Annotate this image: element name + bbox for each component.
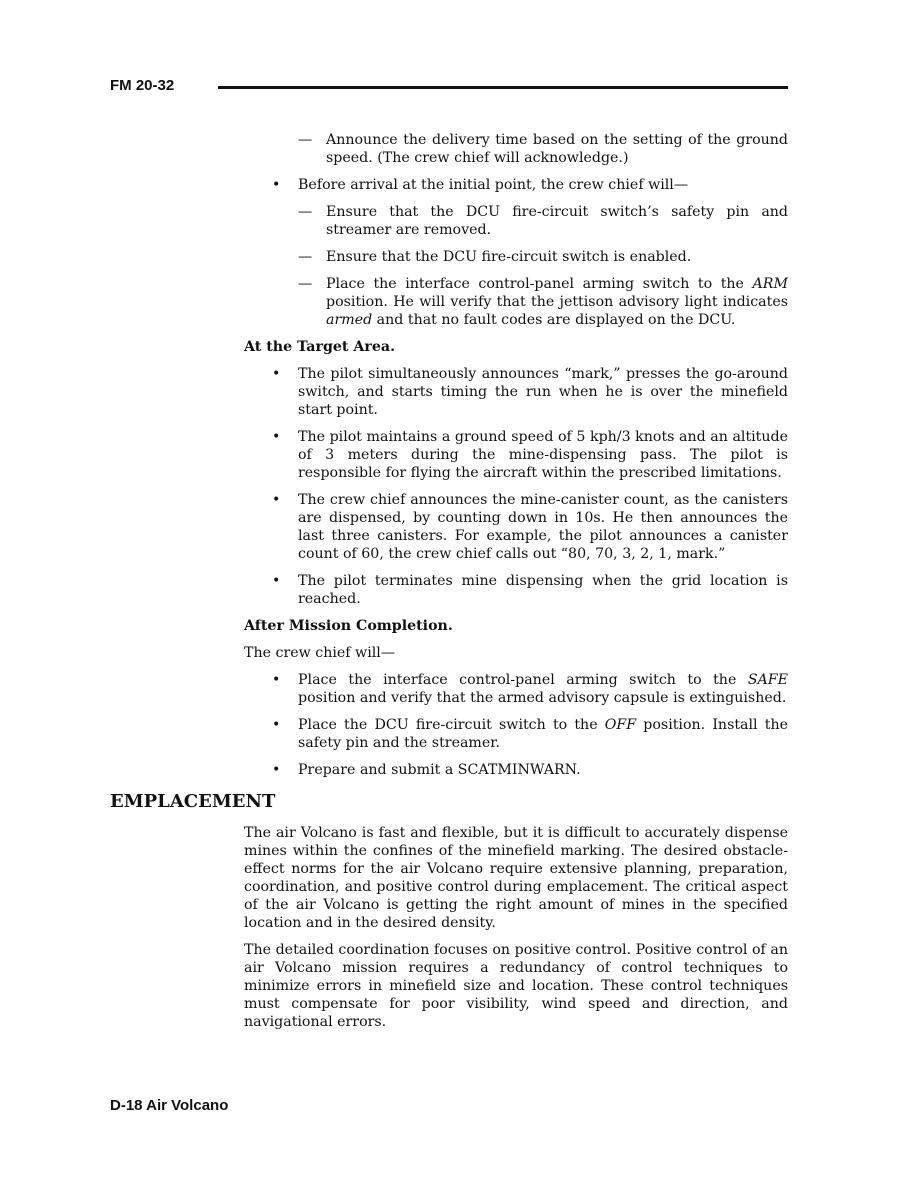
off-term: OFF <box>604 717 637 733</box>
bullet-item-text: The crew chief announces the mine-canister count, as the canisters are dispensed, by counting down in 10s. He then announces the last three canisters. For example, the pilot announces a canister count of 60, the crew chief calls out “80, 70, 3, 2, 1, mark.” <box>298 492 788 562</box>
bullet-list-item <box>244 716 788 752</box>
text-run: Place the interface control-panel arming switch to the <box>298 672 748 688</box>
bullet-mark: • <box>272 762 281 778</box>
text-run: position. He will verify that the jettison advisory light indicates <box>326 294 788 310</box>
bullet-item-text <box>298 672 788 706</box>
bullet-item-text: The pilot maintains a ground speed of 5 kph/3 knots and an altitude of 3 meters during the mine-dispensing pass. The pilot is responsible for flying the aircraft within the prescribed limitations. <box>298 429 788 481</box>
bullet-list-item <box>244 572 788 608</box>
text-run: position. Install the safety pin and the streamer. <box>298 717 788 751</box>
emplacement-paragraph: The detailed coordination focuses on positive control. Positive control of an air Volcano mission requires a redundancy of control techniques to minimize errors in minefield size and location. These control techniques must compensate for poor visibility, wind speed and direction, and navigational errors. <box>244 942 788 1030</box>
dash-list-item <box>244 248 788 266</box>
bullet-list-item <box>244 761 788 779</box>
bullet-mark: • <box>272 573 281 589</box>
section-title-emplacement: EMPLACEMENT <box>110 791 276 812</box>
emplacement-paragraph: The air Volcano is fast and flexible, but it is difficult to accurately dispense mines within the confines of the minefield marking. The desired obstacle-effect norms for the air Volcano require extensive planning, preparation, coordination, and positive control during emplacement. The critical aspect of the air Volcano is getting the right amount of mines in the specified location and in the desired density. <box>244 825 788 931</box>
bullet-item-text: The pilot terminates mine dispensing when the grid location is reached. <box>298 573 788 607</box>
bullet-list-item <box>244 491 788 563</box>
bullet-item-text: Before arrival at the initial point, the crew chief will— <box>298 177 689 193</box>
dash-item-text: Ensure that the DCU fire-circuit switch’s safety pin and streamer are removed. <box>326 204 788 238</box>
page-footer-label: D-18 Air Volcano <box>110 1097 229 1114</box>
dash-mark: — <box>298 249 313 265</box>
bullet-mark: • <box>272 366 281 382</box>
bullet-mark: • <box>272 177 281 193</box>
dash-mark: — <box>298 132 313 148</box>
page-header-doc-id: FM 20-32 <box>110 77 175 94</box>
header-rule <box>218 86 788 89</box>
bullet-list-item <box>244 365 788 419</box>
bullet-item-text <box>298 717 788 751</box>
subheading-after-mission: After Mission Completion. <box>244 618 453 634</box>
dash-item-text: Ensure that the DCU fire-circuit switch is enabled. <box>326 249 692 265</box>
dash-mark: — <box>298 276 313 292</box>
dash-list-item <box>244 131 788 167</box>
bullet-item-text: Prepare and submit a SCATMINWARN. <box>298 762 581 778</box>
arm-term: ARM <box>752 276 788 292</box>
main-content <box>244 131 788 788</box>
dash-item-text <box>326 276 788 328</box>
dash-item-text: Announce the delivery time based on the setting of the ground speed. (The crew chief will acknowledge.) <box>326 132 788 166</box>
bullet-mark: • <box>272 492 281 508</box>
bullet-list-item <box>244 176 788 194</box>
crew-chief-intro: The crew chief will— <box>244 645 396 661</box>
safe-term: SAFE <box>747 672 788 688</box>
dash-mark: — <box>298 204 313 220</box>
bullet-mark: • <box>272 672 281 688</box>
text-run: Place the DCU fire-circuit switch to the <box>298 717 605 733</box>
bullet-list-item <box>244 671 788 707</box>
bullet-list-item <box>244 428 788 482</box>
bullet-mark: • <box>272 717 281 733</box>
bullet-item-text: The pilot simultaneously announces “mark,” presses the go-around switch, and starts timing the run when he is over the minefield start point. <box>298 366 788 418</box>
dash-list-item <box>244 203 788 239</box>
dash-list-item <box>244 275 788 329</box>
text-run: and that no fault codes are displayed on the DCU. <box>372 312 736 328</box>
text-run: Place the interface control-panel arming switch to the <box>326 276 753 292</box>
subheading-target-area: At the Target Area. <box>244 339 396 355</box>
bullet-mark: • <box>272 429 281 445</box>
emplacement-body <box>244 824 788 1040</box>
text-run: position and verify that the armed advisory capsule is extinguished. <box>298 690 787 706</box>
armed-term: armed <box>326 312 373 328</box>
